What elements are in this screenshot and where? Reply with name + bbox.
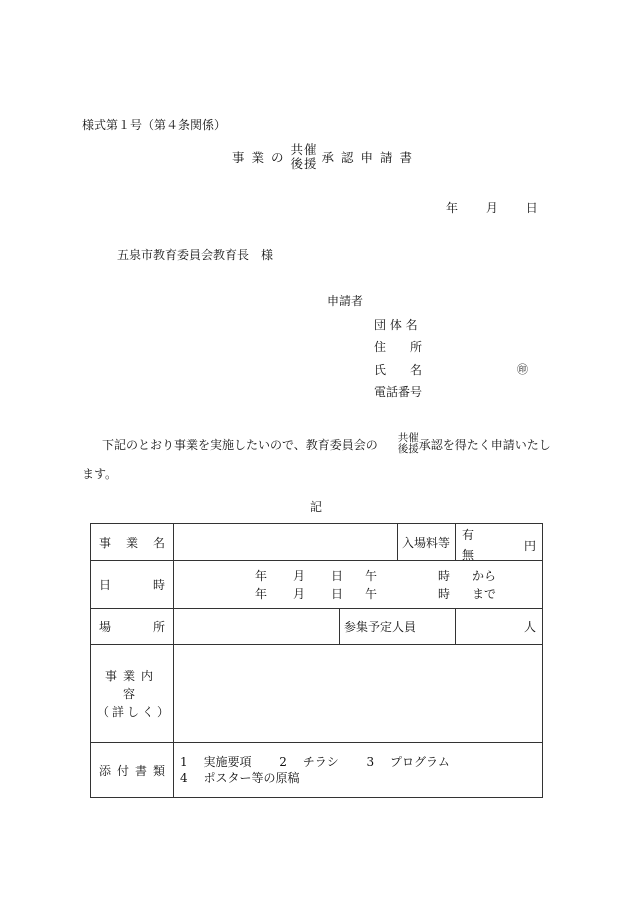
ki-heading: 記 <box>310 500 323 514</box>
attendance-input-cell[interactable] <box>456 609 543 645</box>
label-char: 業 <box>125 535 138 550</box>
request-paragraph <box>82 431 552 489</box>
addressee: 五泉市教育委員会教育長 様 <box>117 248 274 262</box>
content-label-detail: （詳しく） <box>97 704 173 719</box>
attachments-list-cell <box>174 743 543 798</box>
seal-mark: ㊞ <box>517 363 528 376</box>
name-label: 氏 名 <box>374 363 423 377</box>
label-char: 場 <box>99 620 112 634</box>
date-day: 日 <box>525 201 538 215</box>
label-char: 名 <box>152 535 165 550</box>
date-line <box>446 199 538 216</box>
row-place <box>91 609 543 645</box>
dt-ampm: 午 <box>365 568 378 583</box>
content-input-cell[interactable] <box>174 645 543 743</box>
admission-yes[interactable]: 有 <box>462 528 475 542</box>
event-name-label-cell <box>91 524 174 561</box>
label-char: 付 <box>116 763 129 778</box>
date-year: 年 <box>446 201 459 215</box>
title-suffix: 承認申請書 <box>321 150 420 165</box>
dt-year: 年 <box>255 568 268 583</box>
dt-month: 月 <box>293 568 306 583</box>
title-stack-top: 共催 <box>290 142 318 157</box>
paragraph-stack-bottom: 後援 <box>397 442 419 455</box>
application-table <box>90 523 543 798</box>
group-name-label: 団 体 名 <box>374 318 418 332</box>
dt-from: から <box>472 568 497 583</box>
dt-day: 日 <box>331 586 344 601</box>
label-char: 類 <box>152 763 165 778</box>
dt-until: まで <box>472 586 497 601</box>
label-char: 書 <box>134 763 147 778</box>
title-stack-bottom: 後援 <box>290 156 318 171</box>
place-label-cell <box>91 609 174 645</box>
place-input-cell[interactable] <box>174 609 340 645</box>
dt-month: 月 <box>293 586 306 601</box>
admission-value-cell[interactable] <box>456 524 543 561</box>
content-label: 事業内容 <box>104 668 159 701</box>
label-char: 日 <box>99 578 112 592</box>
persons-unit: 人 <box>523 620 536 634</box>
datetime-from-line <box>180 567 536 585</box>
dt-day: 日 <box>331 568 344 583</box>
content-label-cell <box>91 645 174 743</box>
paragraph-before: 下記のとおり事業を実施したいので、教育委員会の <box>102 438 378 452</box>
row-content <box>91 645 543 743</box>
address-label: 住 所 <box>374 340 423 354</box>
title-stack <box>291 143 318 171</box>
paragraph-stack <box>378 433 419 455</box>
attendance-label: 参集予定人員 <box>344 620 417 634</box>
label-char: 添 <box>99 763 112 778</box>
datetime-input-cell[interactable] <box>174 561 543 609</box>
event-name-input-cell[interactable] <box>174 524 398 561</box>
attachments-label-cell <box>91 743 174 798</box>
document-title <box>232 140 419 174</box>
datetime-to-line <box>180 585 536 603</box>
admission-label-cell <box>398 524 456 561</box>
attachments-line-2: 4 ポスター等の原稿 <box>180 771 300 785</box>
datetime-label-cell <box>91 561 174 609</box>
paragraph-stack-top: 共催 <box>397 431 419 444</box>
row-event-name <box>91 524 543 561</box>
label-char: 事 <box>99 535 112 550</box>
admission-no[interactable]: 無 <box>462 548 475 562</box>
applicant-heading: 申請者 <box>327 294 364 308</box>
dt-hour: 時 <box>438 586 451 601</box>
title-prefix: 事業の <box>232 150 291 165</box>
phone-label: 電話番号 <box>374 385 423 399</box>
form-number: 様式第１号（第４条関係） <box>82 118 227 132</box>
dt-ampm: 午 <box>365 586 378 601</box>
date-month: 月 <box>485 201 498 215</box>
paragraph-after: 承認を得たく申請いたします。 <box>82 438 551 481</box>
attendance-label-cell <box>340 609 456 645</box>
label-char: 所 <box>152 620 165 634</box>
yen-unit: 円 <box>523 539 536 553</box>
row-attachments <box>91 743 543 798</box>
admission-label: 入場料等 <box>402 535 451 550</box>
row-datetime <box>91 561 543 609</box>
attachments-line-1: 1 実施要項 2 チラシ 3 プログラム <box>180 755 450 769</box>
dt-year: 年 <box>255 586 268 601</box>
dt-hour: 時 <box>438 568 451 583</box>
label-char: 時 <box>152 578 165 592</box>
